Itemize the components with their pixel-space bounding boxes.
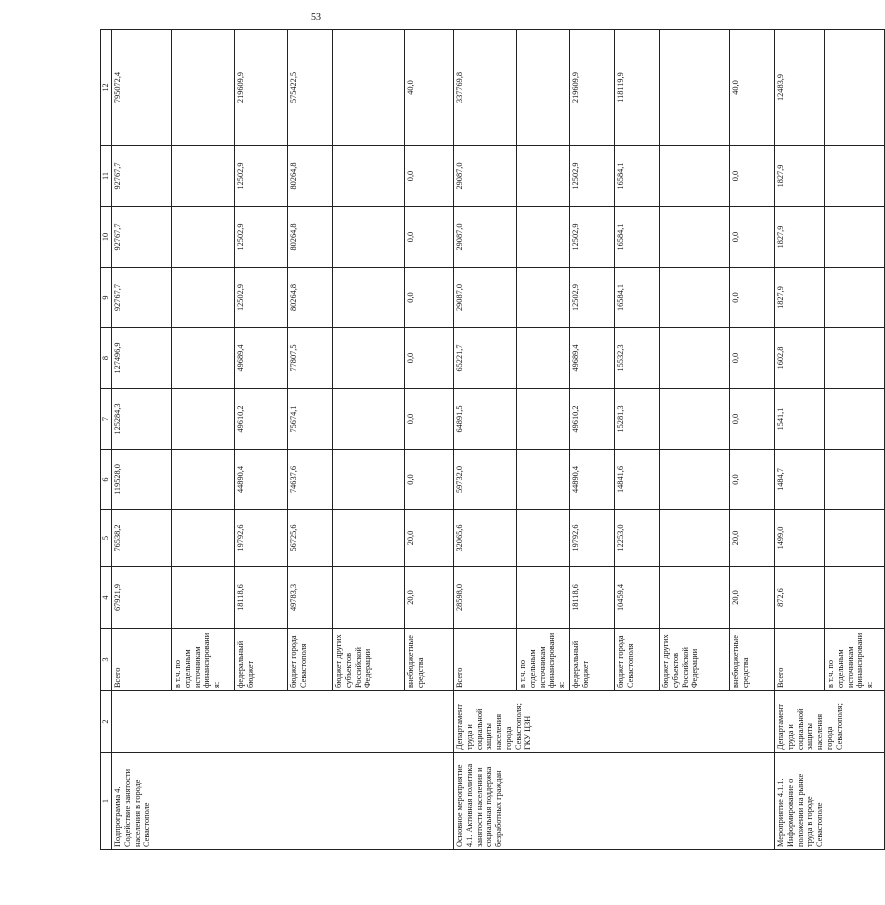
- value-cell: [825, 328, 885, 389]
- value-cell: 44890,4: [235, 450, 288, 510]
- value-cell: 80264,8: [288, 207, 333, 268]
- value-cell: 1827,9: [775, 146, 825, 207]
- value-cell: [517, 510, 570, 567]
- value-cell: 575422,5: [288, 30, 333, 146]
- value-cell: [660, 207, 730, 268]
- executor-cell: Департамент труда и социальной защиты населения города Севастополя; ГКУ ЦЗН: [454, 691, 775, 753]
- value-cell: [333, 450, 405, 510]
- table-row: [112, 30, 172, 850]
- value-cell: [517, 268, 570, 328]
- value-cell: [825, 207, 885, 268]
- column-header: 8: [101, 328, 112, 389]
- value-cell: 49610,2: [570, 389, 615, 450]
- funding-source-cell: в т.ч. по отдельным источникам финансирования:: [172, 629, 235, 691]
- value-cell: [333, 268, 405, 328]
- column-header: 3: [101, 629, 112, 691]
- value-cell: 14841,6: [615, 450, 660, 510]
- value-cell: 77807,5: [288, 328, 333, 389]
- value-cell: 1541,1: [775, 389, 825, 450]
- value-cell: 0,0: [730, 450, 775, 510]
- value-cell: 49783,3: [288, 567, 333, 629]
- funding-source-cell: в т.ч. по отдельным источникам финансирования:: [825, 629, 885, 691]
- value-cell: 80264,8: [288, 268, 333, 328]
- funding-source-cell: Всего: [454, 629, 517, 691]
- value-cell: 12502,9: [570, 207, 615, 268]
- value-cell: 0,0: [730, 146, 775, 207]
- value-cell: [172, 268, 235, 328]
- funding-source-cell: федеральный бюджет: [235, 629, 288, 691]
- value-cell: [172, 510, 235, 567]
- table-row: [775, 30, 825, 850]
- executor-cell: Департамент труда и социальной защиты населения города Севастополя;: [775, 691, 885, 753]
- value-cell: 65221,7: [454, 328, 517, 389]
- value-cell: 15281,3: [615, 389, 660, 450]
- value-cell: 16584,1: [615, 146, 660, 207]
- program-name-cell: Мероприятие 4.1.1. Информирование о положении на рынке труда в городе Севастополе: [775, 753, 885, 850]
- value-cell: 1499,0: [775, 510, 825, 567]
- value-cell: 49689,4: [235, 328, 288, 389]
- value-cell: 1602,8: [775, 328, 825, 389]
- value-cell: 125284,3: [112, 389, 172, 450]
- column-header: 10: [101, 207, 112, 268]
- value-cell: 872,6: [775, 567, 825, 629]
- funding-source-cell: в т.ч. по отдельным источникам финансирования:: [517, 629, 570, 691]
- value-cell: 12502,9: [570, 146, 615, 207]
- value-cell: [825, 450, 885, 510]
- value-cell: 0,0: [405, 207, 454, 268]
- value-cell: 64891,5: [454, 389, 517, 450]
- value-cell: 1827,9: [775, 207, 825, 268]
- value-cell: 0,0: [405, 389, 454, 450]
- column-header: 5: [101, 510, 112, 567]
- funding-source-cell: бюджет города Севастополя: [615, 629, 660, 691]
- value-cell: [825, 146, 885, 207]
- table-body: [101, 30, 885, 850]
- value-cell: [517, 567, 570, 629]
- value-cell: [825, 389, 885, 450]
- value-cell: 16584,1: [615, 268, 660, 328]
- value-cell: 28598,0: [454, 567, 517, 629]
- value-cell: 119528,0: [112, 450, 172, 510]
- value-cell: 0,0: [405, 268, 454, 328]
- value-cell: 12483,9: [775, 30, 825, 146]
- funding-source-cell: бюджет других субъектов Российской Федерации: [333, 629, 405, 691]
- value-cell: 1484,7: [775, 450, 825, 510]
- value-cell: 32065,6: [454, 510, 517, 567]
- value-cell: 10459,4: [615, 567, 660, 629]
- value-cell: 0,0: [730, 328, 775, 389]
- value-cell: [172, 450, 235, 510]
- value-cell: 76538,2: [112, 510, 172, 567]
- value-cell: 18118,6: [570, 567, 615, 629]
- value-cell: [660, 567, 730, 629]
- value-cell: 29087,0: [454, 268, 517, 328]
- program-name-cell: Основное мероприятие 4.1. Активная политика занятости населения и социальная поддержка безработных граждан: [454, 753, 775, 850]
- value-cell: 20,0: [405, 567, 454, 629]
- column-header: 2: [101, 691, 112, 753]
- value-cell: [517, 389, 570, 450]
- funding-source-cell: внебюджетные средства: [730, 629, 775, 691]
- value-cell: [825, 268, 885, 328]
- value-cell: 59732,0: [454, 450, 517, 510]
- value-cell: 12502,9: [235, 268, 288, 328]
- value-cell: 44890,4: [570, 450, 615, 510]
- funding-source-cell: Всего: [112, 629, 172, 691]
- column-header: 9: [101, 268, 112, 328]
- value-cell: [333, 328, 405, 389]
- column-header: 1: [101, 753, 112, 850]
- header-row: [101, 30, 112, 850]
- value-cell: 1827,9: [775, 268, 825, 328]
- value-cell: [333, 510, 405, 567]
- value-cell: 12253,0: [615, 510, 660, 567]
- value-cell: [172, 207, 235, 268]
- value-cell: 40,0: [405, 30, 454, 146]
- value-cell: 0,0: [405, 450, 454, 510]
- value-cell: 92767,7: [112, 146, 172, 207]
- value-cell: 74637,6: [288, 450, 333, 510]
- value-cell: [517, 450, 570, 510]
- value-cell: 0,0: [730, 268, 775, 328]
- value-cell: 127496,9: [112, 328, 172, 389]
- value-cell: 49610,2: [235, 389, 288, 450]
- value-cell: [172, 328, 235, 389]
- value-cell: 29087,0: [454, 146, 517, 207]
- value-cell: [172, 146, 235, 207]
- value-cell: 40,0: [730, 30, 775, 146]
- value-cell: [333, 389, 405, 450]
- value-cell: [517, 328, 570, 389]
- executor-cell: [112, 691, 454, 753]
- value-cell: 0,0: [730, 389, 775, 450]
- value-cell: [660, 268, 730, 328]
- rotated-table-container: [100, 30, 875, 850]
- value-cell: [333, 30, 405, 146]
- value-cell: 19792,6: [235, 510, 288, 567]
- value-cell: [660, 328, 730, 389]
- value-cell: 118119,9: [615, 30, 660, 146]
- value-cell: 219609,9: [570, 30, 615, 146]
- value-cell: 20,0: [405, 510, 454, 567]
- program-name-cell: Подпрограмма 4. Содействие занятости населения в городе Севастополе: [112, 753, 454, 850]
- value-cell: 0,0: [405, 146, 454, 207]
- value-cell: [660, 450, 730, 510]
- value-cell: 20,0: [730, 567, 775, 629]
- column-header: 7: [101, 389, 112, 450]
- column-header: 11: [101, 146, 112, 207]
- value-cell: [660, 30, 730, 146]
- value-cell: [172, 567, 235, 629]
- value-cell: 219609,9: [235, 30, 288, 146]
- value-cell: 20,0: [730, 510, 775, 567]
- table-row: [454, 30, 517, 850]
- value-cell: 75674,1: [288, 389, 333, 450]
- value-cell: 0,0: [405, 328, 454, 389]
- value-cell: [660, 389, 730, 450]
- value-cell: 92767,7: [112, 207, 172, 268]
- funding-source-cell: бюджет других субъектов Российской Федерации: [660, 629, 730, 691]
- value-cell: 16584,1: [615, 207, 660, 268]
- value-cell: 12502,9: [235, 207, 288, 268]
- column-header: 4: [101, 567, 112, 629]
- value-cell: [333, 146, 405, 207]
- value-cell: 56725,6: [288, 510, 333, 567]
- value-cell: [172, 30, 235, 146]
- value-cell: [517, 30, 570, 146]
- value-cell: 337769,8: [454, 30, 517, 146]
- value-cell: [517, 207, 570, 268]
- column-header: 12: [101, 30, 112, 146]
- value-cell: [825, 30, 885, 146]
- value-cell: [825, 567, 885, 629]
- value-cell: 80264,8: [288, 146, 333, 207]
- value-cell: 67921,9: [112, 567, 172, 629]
- value-cell: [517, 146, 570, 207]
- value-cell: 0,0: [730, 207, 775, 268]
- value-cell: [333, 207, 405, 268]
- value-cell: [825, 510, 885, 567]
- page-number: 53: [311, 12, 321, 23]
- funding-source-cell: внебюджетные средства: [405, 629, 454, 691]
- column-header: 6: [101, 450, 112, 510]
- funding-source-cell: бюджет города Севастополя: [288, 629, 333, 691]
- value-cell: 92767,7: [112, 268, 172, 328]
- value-cell: 29087,0: [454, 207, 517, 268]
- value-cell: 49689,4: [570, 328, 615, 389]
- value-cell: 795072,4: [112, 30, 172, 146]
- value-cell: [660, 510, 730, 567]
- budget-table: [100, 29, 885, 850]
- value-cell: 12502,9: [235, 146, 288, 207]
- value-cell: 18118,6: [235, 567, 288, 629]
- value-cell: [660, 146, 730, 207]
- funding-source-cell: Всего: [775, 629, 825, 691]
- funding-source-cell: федеральный бюджет: [570, 629, 615, 691]
- value-cell: [333, 567, 405, 629]
- value-cell: 19792,6: [570, 510, 615, 567]
- value-cell: [172, 389, 235, 450]
- value-cell: 15532,3: [615, 328, 660, 389]
- value-cell: 12502,9: [570, 268, 615, 328]
